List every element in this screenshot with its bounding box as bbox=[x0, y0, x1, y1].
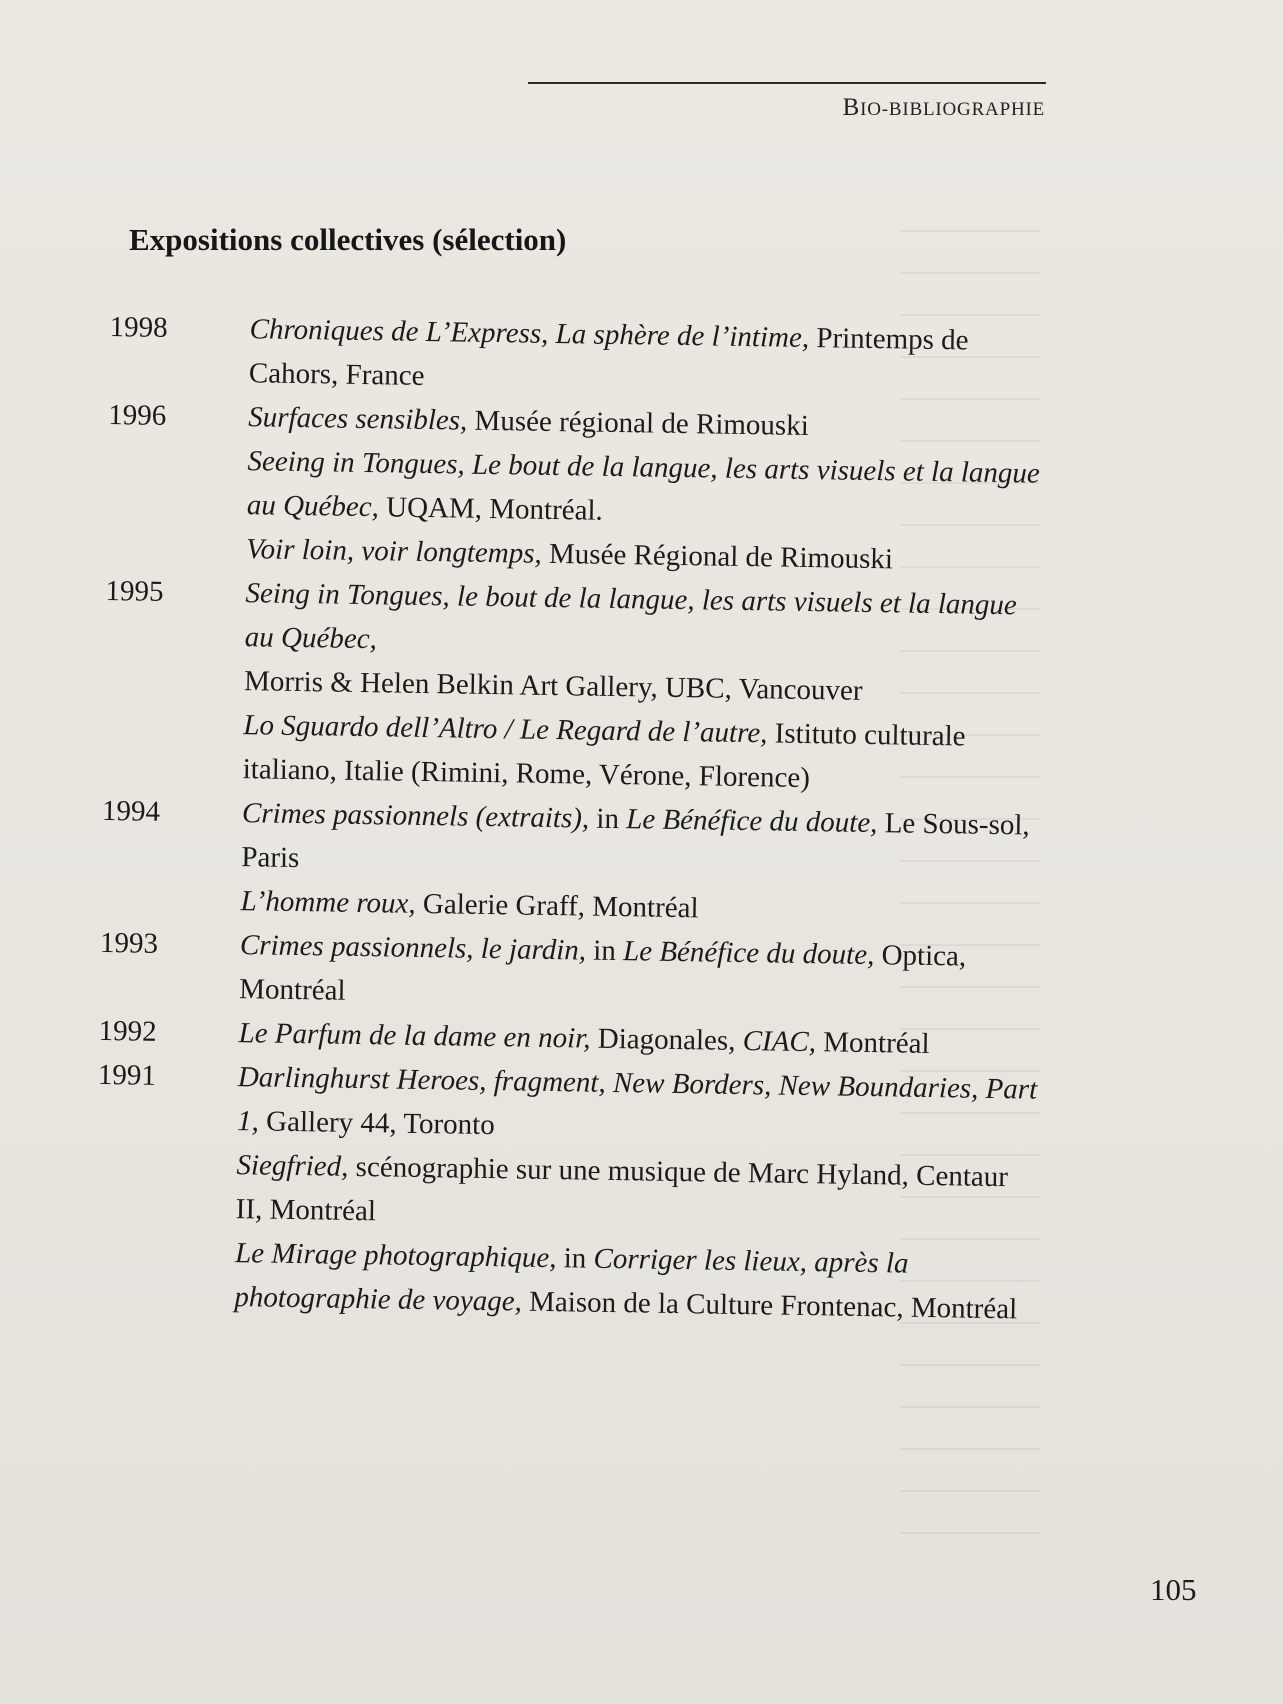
exhibition-venue-text: scénographie sur une musique de Marc Hyland, Centaur II, Montréal bbox=[235, 1150, 1009, 1228]
exhibition-item bbox=[237, 1055, 1038, 1156]
exhibition-entry bbox=[109, 305, 1050, 408]
exhibition-venue-text: UQAM, Montréal. bbox=[378, 491, 604, 527]
exhibition-entry bbox=[102, 569, 1045, 804]
exhibition-title-italic: Le Mirage photographique, bbox=[234, 1237, 557, 1275]
exhibition-entry bbox=[100, 789, 1042, 936]
entry-year: 1992 bbox=[98, 1014, 157, 1048]
exhibition-venue-text: Optica, Montréal bbox=[239, 939, 967, 1007]
exhibition-venue-text: Diagonales, bbox=[590, 1022, 743, 1058]
entry-year: 1998 bbox=[109, 310, 168, 344]
exhibition-title-italic: Crimes passionnels (extraits), bbox=[241, 797, 590, 835]
exhibition-list bbox=[94, 305, 1050, 1332]
section-title: Expositions collectives (sélection) bbox=[129, 222, 567, 257]
entry-year: 1993 bbox=[99, 926, 159, 960]
header-rule bbox=[528, 82, 1046, 84]
exhibition-item bbox=[242, 703, 1043, 804]
exhibition-title-italic: L’homme roux, bbox=[240, 885, 416, 920]
exhibition-venue-text: Morris & Helen Belkin Art Gallery, UBC, Vancouver bbox=[243, 665, 863, 707]
exhibition-title-italic: CIAC, bbox=[742, 1025, 817, 1059]
entry-items bbox=[234, 1055, 1038, 1332]
exhibition-title-italic: Crimes passionnels, le jardin, bbox=[239, 929, 587, 967]
entry-year: 1991 bbox=[97, 1058, 157, 1092]
entry-items bbox=[242, 571, 1045, 804]
page-number: 105 bbox=[1150, 1572, 1197, 1607]
exhibition-item bbox=[235, 1143, 1036, 1244]
running-head-initial: B bbox=[842, 94, 861, 121]
exhibition-title-italic: Voir loin, voir longtemps, bbox=[245, 533, 543, 570]
exhibition-entry bbox=[94, 1053, 1038, 1332]
entry-year: 1996 bbox=[108, 398, 167, 432]
exhibition-title-italic: Seing in Tongues, le bout de la langue, les arts visuels et la langue au Québec, bbox=[244, 577, 1018, 656]
exhibition-venue-text: Le Sous-sol, Paris bbox=[241, 807, 1030, 875]
exhibition-venue-text: Montréal bbox=[815, 1026, 930, 1060]
exhibition-venue-text: in bbox=[588, 802, 627, 836]
exhibition-venue-text: Maison de la Culture Frontenac, Montréal bbox=[521, 1285, 1018, 1326]
running-head bbox=[843, 94, 1045, 122]
exhibition-item bbox=[241, 791, 1042, 892]
exhibition-item bbox=[247, 439, 1048, 540]
exhibition-title-italic: Seeing in Tongues, Le bout de la langue, les arts visuels et la langue au Québec, bbox=[246, 445, 1041, 524]
entry-items bbox=[249, 307, 1050, 408]
entry-items bbox=[240, 791, 1042, 936]
exhibition-venue-text: in bbox=[585, 934, 624, 968]
exhibition-venue-text: Galerie Graff, Montréal bbox=[415, 887, 699, 925]
exhibition-venue-text: Musée régional de Rimouski bbox=[467, 404, 810, 442]
exhibition-entry bbox=[106, 393, 1049, 584]
exhibition-item bbox=[249, 307, 1050, 408]
exhibition-title-italic: Le Bénéfice du doute, bbox=[622, 935, 875, 972]
exhibition-entry bbox=[99, 921, 1040, 1024]
exhibition-title-italic: Le Bénéfice du doute, bbox=[625, 803, 878, 840]
exhibition-title-italic: Siegfried, bbox=[236, 1149, 349, 1183]
running-head-rest: IO-BIBLIOGRAPHIE bbox=[860, 99, 1045, 120]
exhibition-title-italic: Corriger les lieux, après la photographie de voyage, bbox=[234, 1242, 909, 1318]
exhibition-item bbox=[244, 571, 1045, 672]
exhibition-title-italic: Chroniques de L’Express, La sphère de l’intime, bbox=[249, 313, 810, 354]
exhibition-venue-text: Musée Régional de Rimouski bbox=[541, 537, 894, 576]
exhibition-title-italic: Le Parfum de la dame en noir, bbox=[238, 1017, 591, 1055]
exhibition-title-italic: Lo Sguardo dell’Altro / Le Regard de l’autre, bbox=[243, 709, 768, 750]
entry-year: 1995 bbox=[105, 574, 164, 608]
entry-items bbox=[246, 395, 1049, 584]
exhibition-title-italic: Darlinghurst Heroes, fragment, New Borders, New Boundaries, Part 1, bbox=[236, 1061, 1038, 1138]
exhibition-venue-text: Istituto culturale italiano, Italie (Rimini, Rome, Vérone, Florence) bbox=[242, 717, 966, 795]
entry-items bbox=[239, 923, 1040, 1024]
exhibition-venue-text: in bbox=[556, 1242, 594, 1275]
exhibition-item bbox=[234, 1231, 1035, 1332]
entry-year: 1994 bbox=[101, 794, 161, 828]
exhibition-title-italic: Surfaces sensibles, bbox=[248, 401, 468, 437]
exhibition-item bbox=[239, 923, 1040, 1024]
exhibition-venue-text: Printemps de Cahors, France bbox=[248, 321, 969, 392]
exhibition-venue-text: Gallery 44, Toronto bbox=[258, 1105, 496, 1142]
